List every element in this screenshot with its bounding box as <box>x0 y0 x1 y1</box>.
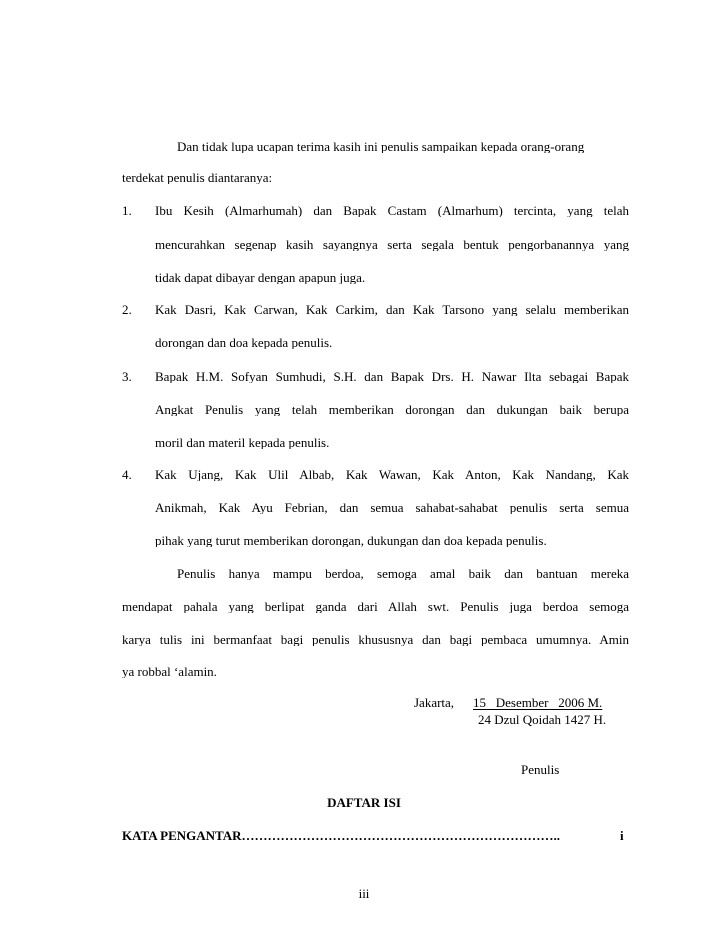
signature-author: Penulis <box>521 762 560 777</box>
signature-place: Jakarta, <box>414 695 455 710</box>
list-item-1-line-3: tidak dapat dibayar dengan apapun juga. <box>155 271 366 284</box>
page-number: iii <box>358 887 370 900</box>
list-number-1: 1. <box>122 203 132 218</box>
list-item-3-line-1: Bapak H.M. Sofyan Sumhudi, S.H. dan Bapak Drs. H. Nawar Ilta sebagai Bapak <box>155 370 629 383</box>
toc-entry-page: i <box>620 828 624 843</box>
list-item-3-line-2: Angkat Penulis yang telah memberikan dorongan dan dukungan baik berupa <box>155 403 629 416</box>
closing-line-1: Penulis hanya mampu berdoa, semoga amal baik dan bantuan mereka <box>177 567 629 580</box>
list-number-4: 4. <box>122 467 132 482</box>
intro-line-2: terdekat penulis diantaranya: <box>122 171 273 184</box>
intro-line-1: Dan tidak lupa ucapan terima kasih ini penulis sampaikan kepada orang-orang <box>177 140 585 153</box>
list-item-4-line-3: pihak yang turut memberikan dorongan, dukungan dan doa kepada penulis. <box>155 534 547 547</box>
list-item-2-line-1: Kak Dasri, Kak Carwan, Kak Carkim, dan Kak Tarsono yang selalu memberikan <box>155 303 629 316</box>
toc-entry-label: KATA PENGANTAR……………………………………………………………….. <box>122 828 561 843</box>
signature-date-hijri: 24 Dzul Qoidah 1427 H. <box>478 712 607 727</box>
list-item-2-line-2: dorongan dan doa kepada penulis. <box>155 336 333 349</box>
toc-heading: DAFTAR ISI <box>327 796 401 809</box>
closing-line-4: ya robbal ‘alamin. <box>122 665 217 678</box>
signature-date-gregorian: 15 Desember 2006 M. <box>473 695 603 710</box>
closing-line-3: karya tulis ini bermanfaat bagi penulis khususnya dan bagi pembaca umumnya. Amin <box>122 633 629 646</box>
list-item-3-line-3: moril dan materil kepada penulis. <box>155 436 330 449</box>
list-number-2: 2. <box>122 302 132 317</box>
list-item-1-line-2: mencurahkan segenap kasih sayangnya serta segala bentuk pengorbanannya yang <box>155 238 629 251</box>
list-number-3: 3. <box>122 369 132 384</box>
closing-line-2: mendapat pahala yang berlipat ganda dari Allah swt. Penulis juga berdoa semoga <box>122 600 629 613</box>
list-item-1-line-1: Ibu Kesih (Almarhumah) dan Bapak Castam (Almarhum) tercinta, yang telah <box>155 204 629 217</box>
list-item-4-line-2: Anikmah, Kak Ayu Febrian, dan semua sahabat-sahabat penulis serta semua <box>155 501 629 514</box>
list-item-4-line-1: Kak Ujang, Kak Ulil Albab, Kak Wawan, Kak Anton, Kak Nandang, Kak <box>155 468 629 481</box>
